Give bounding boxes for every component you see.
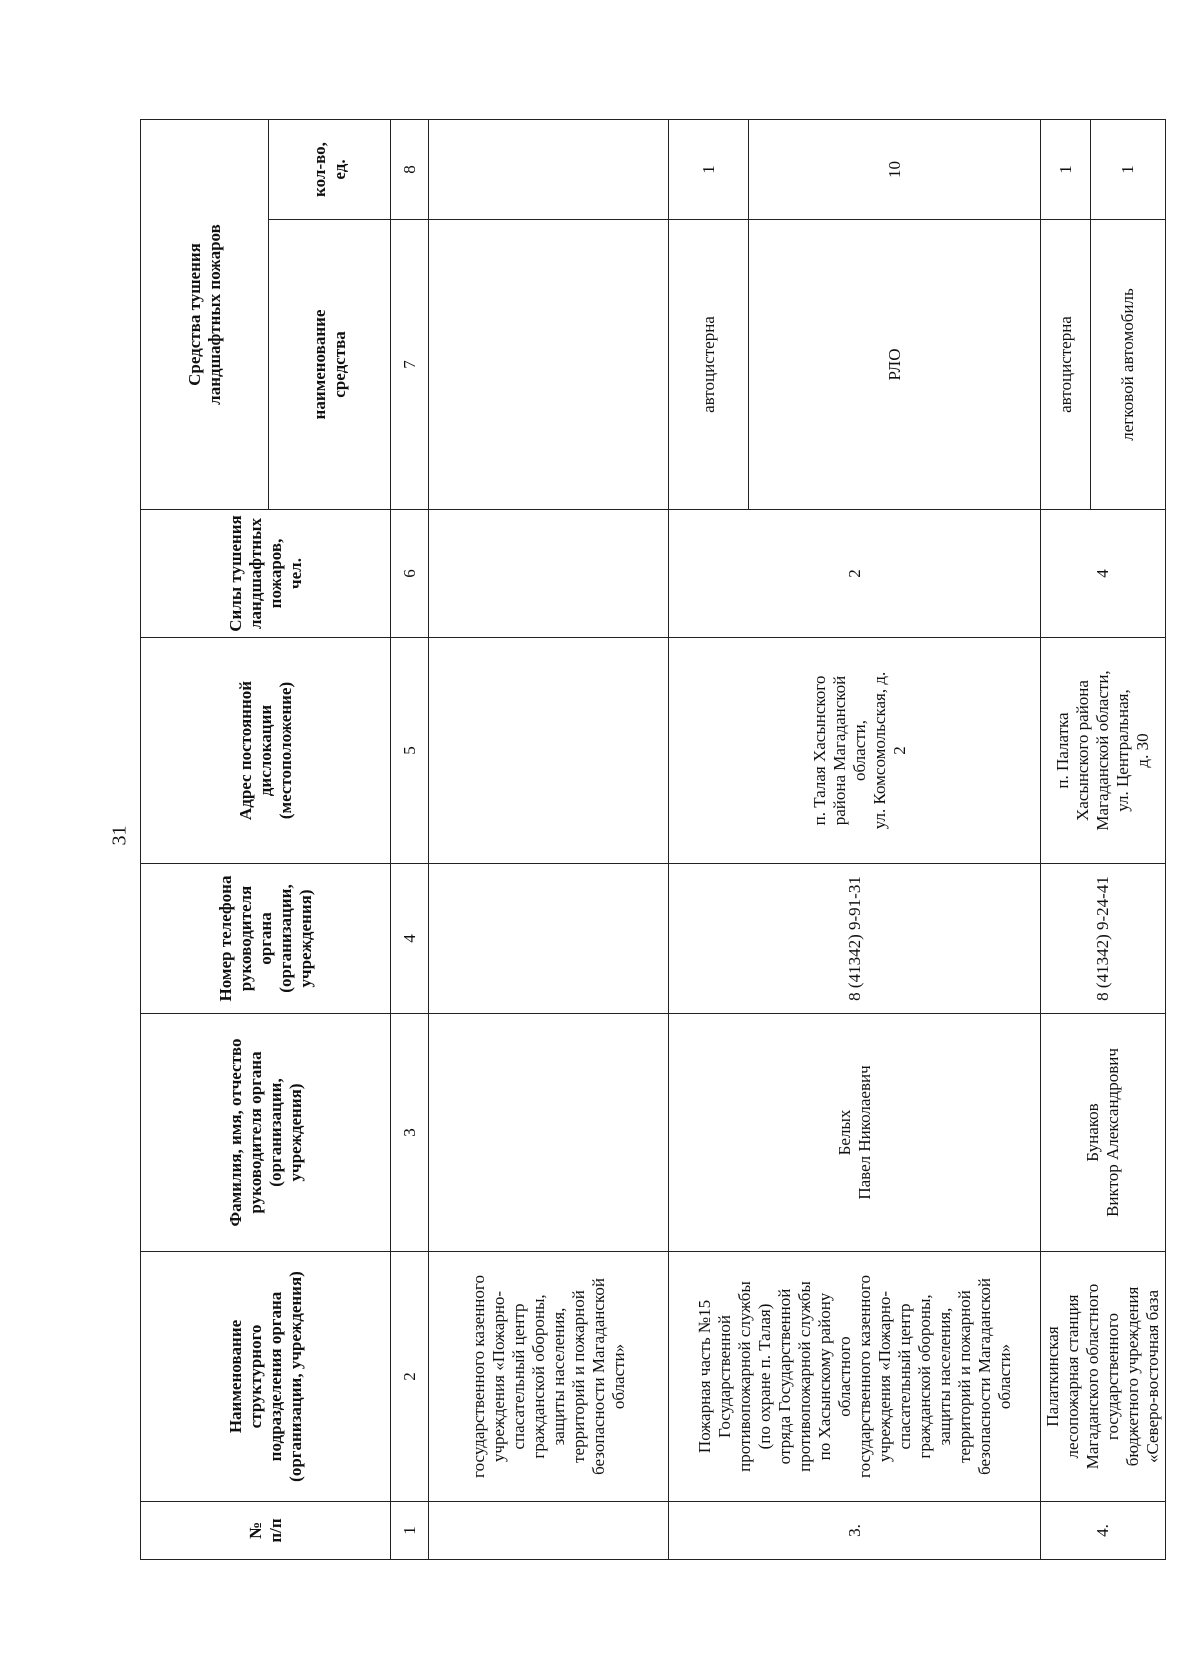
header-number: № п/п (141, 1502, 391, 1560)
means-qty: 1 (1091, 120, 1166, 220)
header-address: Адрес постоянной дислокации (местоположение) (141, 638, 391, 864)
means-name: РЛО (749, 220, 1041, 510)
header-phone: Номер телефона руководителя органа (организации, учреждения) (141, 864, 391, 1014)
organization-name: Палаткинская лесопожарная станция Магаданского областного государственного бюджетного учреждения «Северо-восточная база (1041, 1252, 1166, 1502)
rotated-table-sheet (140, 120, 1162, 1560)
forces: 2 (669, 510, 1041, 638)
column-number: 8 (391, 120, 429, 220)
means-qty: 1 (669, 120, 749, 220)
means-name: легковой автомобиль (1091, 220, 1166, 510)
page-number: 31 (108, 825, 131, 846)
row-number: 3. (669, 1502, 1041, 1560)
column-number: 6 (391, 510, 429, 638)
organization-name: государственного казенного учреждения «Пожарно- спасательный центр гражданской обороны, защиты населения, территорий и пожарной безопасности Магаданской области» (429, 1252, 669, 1502)
address: п. Палатка Хасынского района Магаданской области, ул. Центральная, д. 30 (1041, 638, 1166, 864)
phone (429, 864, 669, 1014)
header-means-qty: кол-во, ед. (269, 120, 391, 220)
row-number (429, 1502, 669, 1560)
column-number: 3 (391, 1014, 429, 1252)
head-name: Бунаков Виктор Александрович (1041, 1014, 1166, 1252)
means-name: автоцистерна (1041, 220, 1091, 510)
head-name: Белых Павел Николаевич (669, 1014, 1041, 1252)
means-qty: 1 (1041, 120, 1091, 220)
table-row (429, 120, 669, 1560)
means-name: автоцистерна (669, 220, 749, 510)
table-row (669, 120, 749, 1560)
forces: 4 (1041, 510, 1166, 638)
column-number: 7 (391, 220, 429, 510)
header-means-name: наименование средства (269, 220, 391, 510)
phone: 8 (41342) 9-91-31 (669, 864, 1041, 1014)
means-qty: 10 (749, 120, 1041, 220)
address: п. Талая Хасынского района Магаданской области, ул. Комсомольская, д. 2 (669, 638, 1041, 864)
row-number: 4. (1041, 1502, 1166, 1560)
column-number: 1 (391, 1502, 429, 1560)
head-name (429, 1014, 669, 1252)
column-numbers-row (391, 120, 429, 1560)
column-number: 2 (391, 1252, 429, 1502)
fire-forces-table (140, 119, 1166, 1560)
table-row (1041, 120, 1091, 1560)
organization-name: Пожарная часть №15 Государственной противопожарной службы (по охране п. Талая) отряда Государственной противопожарной службы по Хасынскому району областного государственного казенного учреждения «Пожарно- спасательный центр гражданской обороны, защиты населения, территорий и пожарной безопасности Магаданской области» (669, 1252, 1041, 1502)
column-number: 5 (391, 638, 429, 864)
forces (429, 510, 669, 638)
header-head-name: Фамилия, имя, отчество руководителя органа (организации, учреждения) (141, 1014, 391, 1252)
header-row (141, 120, 269, 1560)
means-name (429, 220, 669, 510)
column-number: 4 (391, 864, 429, 1014)
means-qty (429, 120, 669, 220)
phone: 8 (41342) 9-24-41 (1041, 864, 1166, 1014)
header-forces: Силы тушения ландшафтных пожаров, чел. (141, 510, 391, 638)
header-organization: Наименование структурного подразделения органа (организации, учреждения) (141, 1252, 391, 1502)
address (429, 638, 669, 864)
header-means-group: Средства тушения ландшафтных пожаров (141, 120, 269, 510)
